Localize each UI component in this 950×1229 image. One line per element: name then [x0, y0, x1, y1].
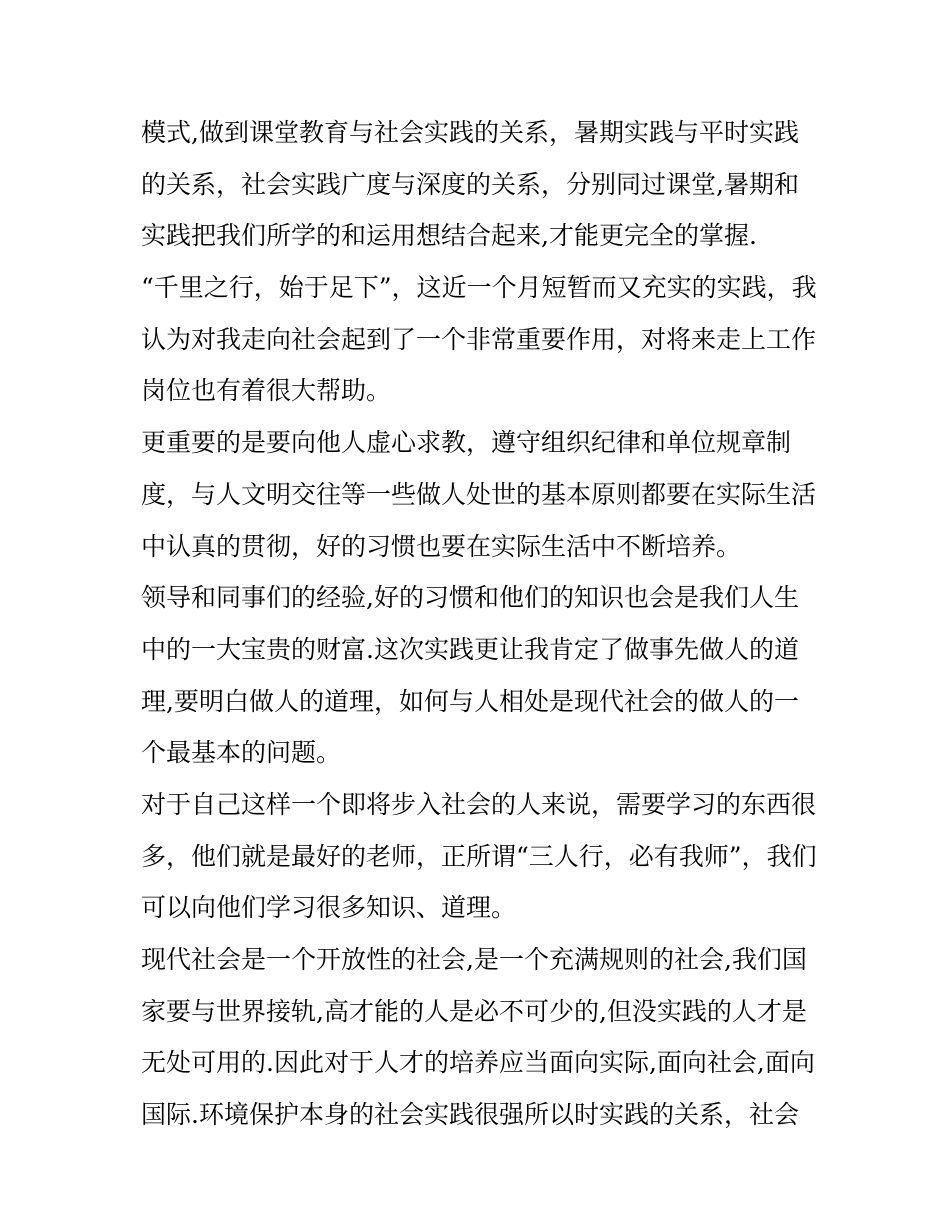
text-line: 理,要明白做人的道理，如何与人相处是现代社会的做人的一: [141, 686, 799, 716]
text-line: 领导和同事们的经验,好的习惯和他们的知识也会是我们人生: [141, 583, 799, 613]
text-line: 家要与世界接轨,高才能的人是必不可少的,但没实践的人才是: [141, 996, 807, 1026]
text-line: 可以向他们学习很多知识、道理。: [141, 893, 517, 923]
text-line: 岗位也有着很大帮助。: [141, 376, 392, 406]
text-line: 国际.环境保护本身的社会实践很强所以时实践的关系，社会: [141, 1100, 799, 1130]
text-line: “千里之行，始于足下”，这近一个月短暂而又充实的实践，我: [141, 273, 817, 303]
text-line: 无处可用的.因此对于人才的培养应当面向实际,面向社会,面向: [141, 1048, 815, 1078]
text-line: 认为对我走向社会起到了一个非常重要作用，对将来走上工作: [141, 324, 817, 354]
text-line: 模式,做到课堂教育与社会实践的关系，暑期实践与平时实践: [141, 118, 799, 147]
text-line: 度，与人文明交往等一些做人处世的基本原则都要在实际生活: [141, 479, 817, 509]
text-line: 多，他们就是最好的老师，正所谓“三人行，必有我师”，我们: [141, 841, 817, 871]
text-line: 个最基本的问题。: [141, 738, 342, 768]
text-line: 现代社会是一个开放性的社会,是一个充满规则的社会,我们国: [141, 945, 807, 974]
text-line: 更重要的是要向他人虚心求教，遵守组织纪律和单位规章制: [141, 428, 792, 458]
text-line: 中的一大宝贵的财富.这次实践更让我肯定了做事先做人的道: [141, 634, 799, 664]
body-text: [141, 107, 817, 1141]
text-line: 实践把我们所学的和运用想结合起来,才能更完全的掌握.: [141, 221, 757, 251]
text-line: 中认真的贯彻，好的习惯也要在实际生活中不断培养。: [141, 531, 742, 561]
text-line: 的关系，社会实践广度与深度的关系，分别同过课堂,暑期和: [141, 169, 799, 199]
text-line: 对于自己这样一个即将步入社会的人来说，需要学习的东西很: [141, 789, 817, 819]
